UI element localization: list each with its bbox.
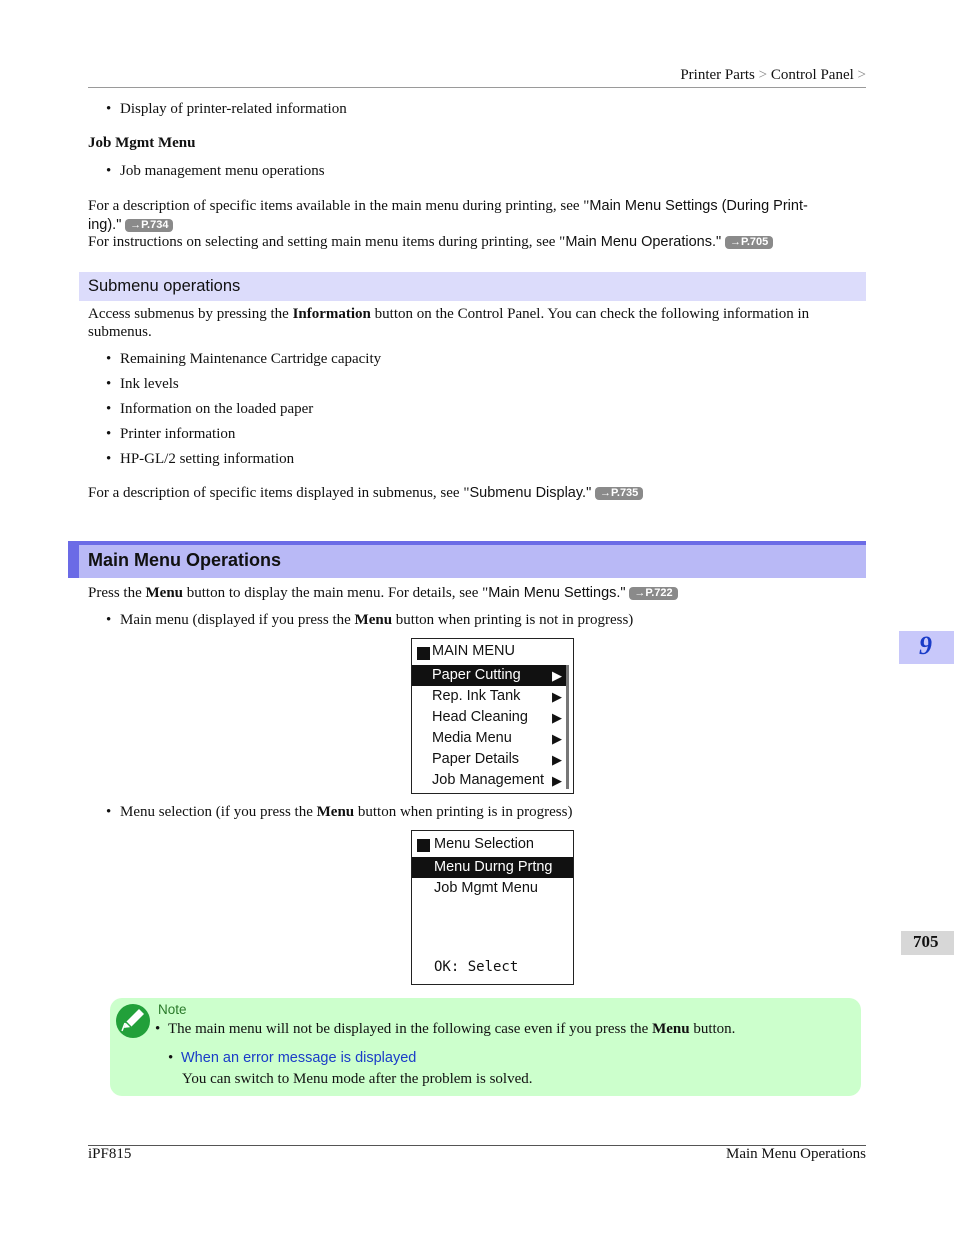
chevron-right-icon: ▶ — [552, 668, 562, 683]
chevron-right-icon: ▶ — [552, 773, 562, 788]
panel-title: Menu Selection — [434, 836, 534, 852]
intro-paragraph-1: For a description of specific items available in the main menu during printing, see "Main Menu Settings (During Print- ing)." →P.734 — [88, 198, 808, 233]
breadcrumb — [680, 67, 866, 84]
breadcrumb-separator: > — [857, 67, 866, 83]
breadcrumb-separator: > — [758, 67, 768, 83]
footer-section: Main Menu Operations — [726, 1146, 866, 1162]
submenu-paragraph: Access submenus by pressing the Information button on the Control Panel. You can check the following information in submenus. — [88, 306, 810, 340]
note-box — [110, 998, 861, 1096]
panel-footer-ok-select: OK: Select — [434, 959, 519, 975]
page-ref-705[interactable]: →P.705 — [725, 236, 773, 249]
submenu-description: For a description of specific items displayed in submenus, see "Submenu Display." →P.735 — [88, 485, 643, 502]
heading-bar-top-edge — [68, 541, 866, 545]
menu-selection-panel — [411, 830, 574, 985]
menu-item-paper-cutting[interactable]: Paper Cutting ▶ — [412, 665, 566, 686]
menu-item-head-cleaning[interactable]: Head Cleaning ▶ — [412, 707, 566, 728]
link-main-menu-settings-during-printing[interactable]: Main Menu Settings (During Print- — [589, 198, 808, 214]
note-pencil-icon — [114, 1001, 152, 1039]
link-error-message-displayed[interactable]: When an error message is displayed — [181, 1050, 417, 1066]
list-item: • Remaining Maintenance Cartridge capacity — [106, 351, 382, 367]
note-sub-item: • When an error message is displayed — [168, 1050, 417, 1066]
page-ref-722[interactable]: →P.722 — [629, 587, 677, 600]
list-item: • Information on the loaded paper — [106, 401, 314, 417]
list-item: • Job management menu operations — [106, 163, 325, 179]
chapter-tab[interactable] — [899, 631, 954, 664]
chevron-right-icon: ▶ — [552, 710, 562, 725]
menu-item-paper-details[interactable]: Paper Details ▶ — [412, 749, 566, 770]
list-item: • Display of printer-related information — [106, 101, 347, 117]
main-menu-operations-heading: Main Menu Operations — [88, 550, 282, 570]
page-ref-735[interactable]: →P.735 — [595, 487, 643, 500]
main-ops-paragraph: Press the Menu button to display the main menu. For details, see "Main Menu Settings." →P.722 — [88, 585, 678, 602]
page-number-tab — [901, 931, 954, 955]
list-item: • Ink levels — [106, 376, 179, 392]
menu-item-job-mgmt-menu[interactable]: Job Mgmt Menu — [434, 880, 538, 896]
chevron-right-icon: ▶ — [552, 752, 562, 767]
menu-tab-icon — [417, 647, 430, 660]
job-mgmt-heading: Job Mgmt Menu — [88, 135, 196, 151]
page-ref-734[interactable]: →P.734 — [125, 219, 173, 232]
menu-item-menu-durng-prtng[interactable]: Menu Durng Prtng — [412, 857, 573, 878]
page-number: 705 — [913, 932, 939, 951]
breadcrumb-control-panel[interactable]: Control Panel — [770, 67, 854, 83]
submenu-heading: Submenu operations — [88, 277, 241, 295]
note-label: Note — [158, 1002, 187, 1017]
chevron-right-icon: ▶ — [552, 689, 562, 704]
list-item: • Main menu (displayed if you press the Menu button when printing is not in progress) — [106, 612, 634, 628]
list-item: • Menu selection (if you press the Menu button when printing is in progress) — [106, 804, 573, 820]
menu-item-job-management[interactable]: Job Management ▶ — [412, 770, 566, 791]
menu-item-rep-ink-tank[interactable]: Rep. Ink Tank ▶ — [412, 686, 566, 707]
breadcrumb-printer-parts[interactable]: Printer Parts — [680, 67, 755, 83]
link-submenu-display[interactable]: Submenu Display." — [469, 485, 592, 501]
chevron-right-icon: ▶ — [552, 731, 562, 746]
link-main-menu-settings[interactable]: Main Menu Settings." — [488, 585, 626, 601]
intro-paragraph-2: For instructions on selecting and setting main menu items during printing, see "Main Menu Operations." →P.705 — [88, 234, 773, 251]
link-main-menu-operations[interactable]: Main Menu Operations." — [565, 234, 722, 250]
chapter-number: 9 — [919, 631, 932, 660]
panel-scrollbar — [566, 665, 569, 789]
footer-model: iPF815 — [88, 1146, 132, 1162]
link-main-menu-settings-during-printing-cont[interactable]: ing)." — [88, 217, 122, 233]
menu-tab-icon — [417, 839, 430, 852]
note-line-1: • The main menu will not be displayed in the following case even if you press the Menu button. — [155, 1021, 736, 1037]
main-menu-panel — [411, 638, 574, 794]
menu-item-media-menu[interactable]: Media Menu ▶ — [412, 728, 566, 749]
list-item: • Printer information — [106, 426, 236, 442]
panel-title: MAIN MENU — [432, 643, 515, 659]
header-divider — [88, 87, 866, 88]
heading-bar-left-edge — [68, 541, 79, 578]
note-sub-text: You can switch to Menu mode after the problem is solved. — [182, 1071, 533, 1087]
list-item: • HP-GL/2 setting information — [106, 451, 295, 467]
